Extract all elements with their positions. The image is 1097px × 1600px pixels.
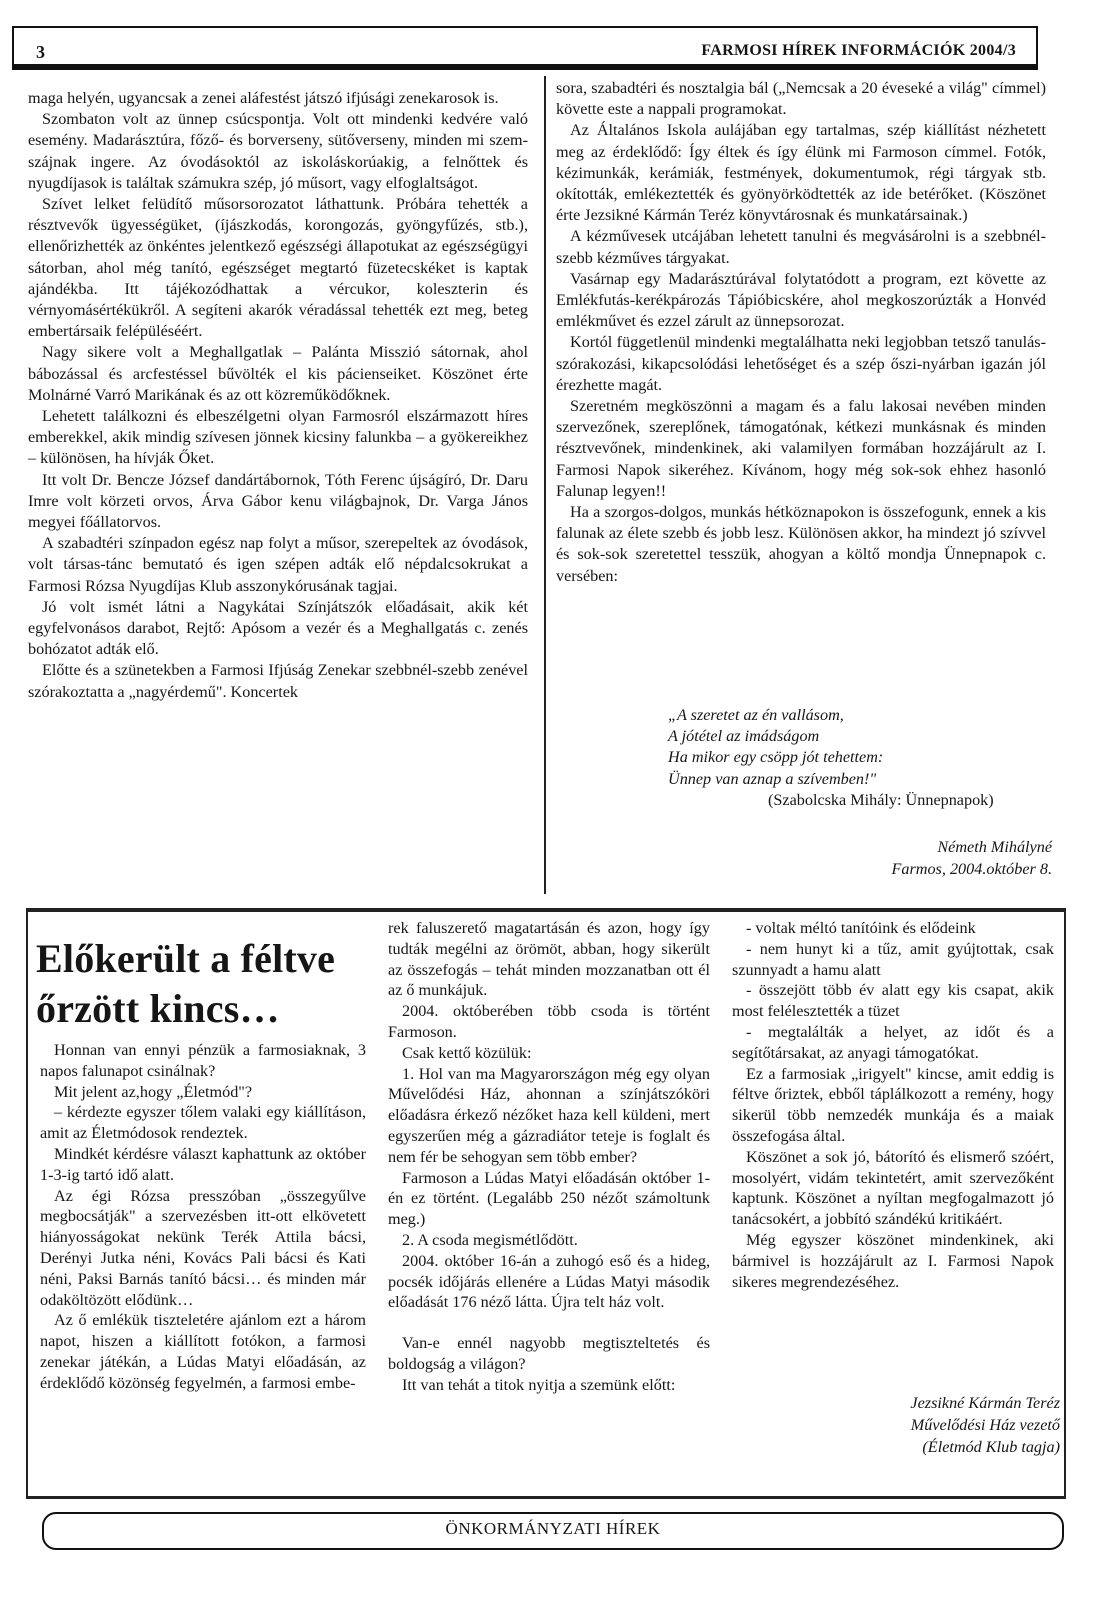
paragraph: Még egyszer köszönet mindenkinek, aki bármivel is hozzájárult az I. Farmosi Napok sikeres megrendezéséhez. — [732, 1230, 1054, 1291]
paragraph: Ez a farmosiak „irigyelt" kincse, amit eddig is féltve őriztek, ebből táplálkozott a remény, hogy sikerül több nemzedék munkája és a maiak összefogása által. — [732, 1064, 1054, 1145]
column-divider — [544, 76, 546, 894]
signature-name: Németh Mihályné — [937, 838, 1052, 856]
paragraph: maga helyén, ugyancsak a zenei aláfestést játszó ifjúsági zenekarosok is. — [28, 89, 499, 107]
list-item: - megtalálták a helyet, az időt és a segítőtársakat, az anyagi támogatókat. — [732, 1022, 1054, 1062]
paragraph: 2004. október 16-án a zuhogó eső és a hideg, pocsék időjárás ellenére a Lúdas Matyi második előadását 176 néző látta. Újra telt ház volt. — [388, 1251, 710, 1312]
paragraph: – kérdezte egyszer tőlem valaki egy kiállításon, amit az Életmódosok rendeztek. — [40, 1103, 366, 1143]
paragraph: Honnan van ennyi pénzük a farmosiaknak, 3 napos falunapot csinálnak? — [40, 1041, 366, 1080]
paragraph: Farmoson a Lúdas Matyi előadásán október 1-én ez történt. (Legalább 250 nézőt számoltunk meg.) — [388, 1168, 710, 1229]
article-border-bottom — [26, 1496, 1066, 1499]
signature-name: Jezsikné Kármán Teréz — [910, 1394, 1060, 1412]
paragraph: Nagy sikere volt a Meghallgatlak – Palánta Misszió sátornak, ahol bábozással és arcfestéssel bűvölték el kis pácienseiket. Köszönet érte Molnárné Varró Marikának és az ott közreműködőknek. — [28, 343, 528, 404]
section-footer — [42, 1512, 1064, 1550]
poem-line: Ha mikor egy csöpp jót tehettem: — [668, 748, 884, 767]
paragraph: 2004. októberében több csoda is történt Farmoson. — [388, 1002, 710, 1041]
paragraph: Jó volt ismét látni a Nagykátai Színjátszók előadásait, akik két egyfelvonásos darabot, Rejtő: Apósom a vezér és a Meghallgatás c. zenés bohózatot adták elő. — [28, 597, 528, 659]
paragraph: Szombaton volt az ünnep csúcspontja. Volt ott mindenki kedvére való esemény. Madarásztúra, főző- és borverseny, sütőverseny, minden mi szem-szájnak ingere. Az óvodásoktól az iskoláskorúakig, a felnőttek és nyugdíjasok is találtak számukra szép, jó műsort, vagy elfoglaltságot. — [28, 110, 528, 192]
paragraph: Szívet lelket felüdítő műsorsorozatot láthattunk. Próbára tehették a résztvevők ügyességüket, (íjászkodás, korongozás, gyöngyfűzés, stb.), ellenőrizhették az önkéntes jelentkező egészségi állapotukat az egészségügyi sátorban, ahol még tanító, egészséget megtartó füzetecskéket is kaptak ajándékba. Itt tájékozódhattak a vércukor, koleszterin és vérnyomásértékükről. A segíteni akarók véradással tehették ezt meg, beteg embertársaik felépüléséért. — [28, 195, 528, 341]
poem-quote — [668, 705, 1068, 811]
paragraph: Köszönet a sok jó, bátorító és elismerő szóért, mosolyért, vidám tekintetért, amit szervezőként kaptunk. Köszönet a nyíltan megfogalmazott jó tanácsokért, a jobbító szándékú kritikáért. — [732, 1147, 1054, 1229]
poem-line: Ünnep van aznap a szívemben!" — [668, 769, 877, 788]
signature-top — [820, 836, 1052, 880]
paragraph: Itt van tehát a titok nyitja a szemünk előtt: — [402, 1375, 676, 1394]
paragraph: Itt volt Dr. Bencze József dandártábornok, Tóth Ferenc újságíró, Dr. Daru Imre volt körzeti orvos, Árva Gábor kenu világbajnok, Dr. Varga János megyei főállatorvos. — [28, 470, 528, 532]
paragraph: Előtte és a szünetekben a Farmosi Ifjúság Zenekar szebbnél-szebb zenével szórakoztatta a „nagyérdemű". Koncertek — [28, 661, 528, 701]
top-left-column — [28, 88, 528, 703]
article-border-right — [1064, 910, 1066, 1498]
paragraph: A kézművesek utcájában lehetett tanulni és megvásárolni is a szebbnél-szebb kézműves tárgyakat. — [556, 227, 1046, 267]
poem-line: A jótétel az imádságom — [668, 727, 820, 746]
paragraph: Ha a szorgos-dolgos, munkás hétköznapokon is összefogunk, ennek a kis falunak az élete szebb és jobb lesz. Különösen akkor, ha mindezt jó szívvel és sok-sok szeretettel tesszük, ahogyan a költő mondja Ünnepnapok c. versében: — [556, 503, 1046, 585]
paragraph: Az ő emlékük tiszteletére ajánlom ezt a három napot, hiszen a kiállított fotókon, a farmosi zenekar játékán, a Lúdas Matyi előadásán, az érdeklődő közönség fegyelmén, a farmosi embe- — [40, 1311, 366, 1392]
article-title: Előkerült a féltve őrzött kincs… — [36, 936, 336, 1031]
list-item: - összejött több év alatt egy kis csapat, akik most felélesztették a tüzet — [732, 981, 1054, 1021]
top-right-column — [556, 78, 1046, 587]
paragraph: A szabadtéri színpadon egész nap folyt a műsor, szerepeltek az óvodások, volt társas-tánc bemutató és igen szépen adták elő népdalcsokrukat a Farmosi Rózsa Nyugdíjas Klub asszonykórusának tagjai. — [28, 534, 528, 595]
signature-bottom — [820, 1392, 1060, 1458]
article-border-left — [26, 910, 28, 1498]
paragraph: Az égi Rózsa presszóban „összegyűlve megbocsátják" a szervezésben itt-ott elkövetett hiányosságokat nekünk Terék Attila bácsi, Derényi Jutka néni, Kovács Pali bácsi és Kati néni, Paksi Barnás tanító bácsi… és minden már odaköltözött elődünk… — [40, 1186, 366, 1309]
paragraph: Van-e ennél nagyobb megtiszteltetés és boldogság a világon? — [388, 1334, 710, 1373]
signature-place-date: Farmos, 2004.október 8. — [891, 860, 1052, 878]
section-divider — [26, 908, 1066, 912]
paragraph: rek faluszerető magatartásán és azon, hogy így tudták megélni az örömöt, abban, hogy sikerült az összefogás – tehát minden mozzanatban ott él az ő munkájuk. — [388, 919, 710, 1000]
paragraph: Csak kettő közülük: — [402, 1043, 532, 1062]
list-item: - nem hunyt ki a tűz, amit gyújtottak, csak szunnyadt a hamu alatt — [732, 939, 1054, 979]
article-column-1 — [40, 1040, 366, 1394]
page-number: 3 — [36, 42, 45, 62]
paragraph: Vasárnap egy Madarásztúrával folytatódott a program, ezt követte az Emlékfutás-kerékpározás Tápióbicskére, ahol megkoszorúzták a Honvéd emlékművet és ezzel zárult az ünnepsorozat. — [556, 269, 1046, 331]
signature-club: (Életmód Klub tagja) — [922, 1438, 1060, 1456]
list-item: - voltak méltó tanítóink és elődeink — [746, 919, 976, 937]
paragraph: Kortól függetlenül mindenki megtalálhatta neki legjobban tetsző tanulás-szórakozási, kikapcsolódási lehetőséget és a szép őszi-nyárban igazán jól érezhette magát. — [556, 333, 1046, 394]
paragraph: Mit jelent az,hogy „Életmód"? — [54, 1082, 253, 1101]
article-column-3 — [732, 918, 1054, 1292]
page-header — [12, 26, 1038, 70]
section-label: ÖNKORMÁNYZATI HÍREK — [445, 1519, 661, 1538]
paragraph: Lehetett találkozni és elbeszélgetni olyan Farmosról elszármazott híres emberekkel, akik mindig szívesen jönnek kicsiny falunkba – a gyökereikhez – különösen, ha hívják Őket. — [28, 407, 528, 468]
signature-role: Művelődési Ház vezető — [910, 1416, 1060, 1434]
poem-source: (Szabolcska Mihály: Ünnepnapok) — [768, 790, 994, 809]
paragraph: sora, szabadtéri és nosztalgia bál („Nemcsak a 20 éveseké a világ" címmel) követte este a nappali programokat. — [556, 79, 1046, 119]
publication-title: FARMOSI HÍREK INFORMÁCIÓK 2004/3 — [701, 42, 1016, 59]
poem-line: „A szeretet az én vallásom, — [668, 706, 844, 724]
paragraph: Mindkét kérdésre választ kaphattunk az október 1-3-ig tartó idő alatt. — [40, 1144, 366, 1184]
paragraph: 2. A csoda megismétlődött. — [402, 1230, 578, 1249]
paragraph: Szeretném megköszönni a magam és a falu lakosai nevében minden szervezőnek, szereplőnek, támogatónak, kétkezi munkásnak és minden résztvevőnek, mindenkinek, aki valamilyen formában hozzájárult az I. Farmosi Napok sikeréhez. Kívánom, hogy még sok-sok ehhez hasonló Falunap legyen!! — [556, 397, 1046, 500]
article-column-2 — [388, 918, 710, 1396]
paragraph: Az Általános Iskola aulájában egy tartalmas, szép kiállítást nézhetett meg az érdeklődő: Így éltek és így élünk mi Farmoson címmel. Fotók, kézimunkák, kerámiák, festmények, dokumentumok, régi tárgyak stb. okították, emlékeztették és gyönyörködtették az ide betérőket. (Köszönet érte Jezsikné Kármán Teréz könyvtárosnak és munkatársainak.) — [556, 121, 1046, 225]
paragraph: 1. Hol van ma Magyarországon még egy olyan Művelődési Ház, ahonnan a színjátszóköri előadásra érkező nézőket haza kell küldeni, mert egyszerűen még a gázradiátor teteje is foglalt és nem fér be sehogyan sem több ember? — [388, 1064, 710, 1166]
